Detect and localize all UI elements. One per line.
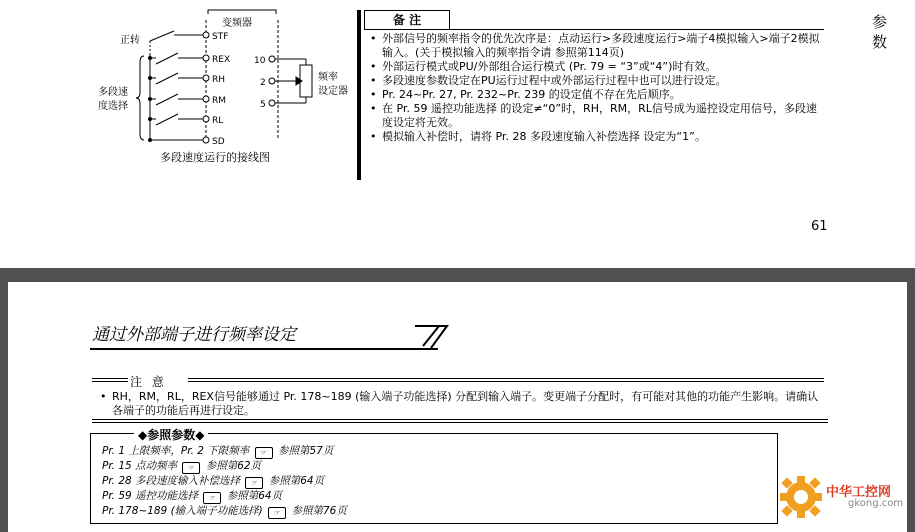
- side-tab: [872, 12, 887, 52]
- terminal-stf: STF: [212, 32, 229, 42]
- gear-icon: [778, 474, 824, 520]
- caution-text: RH，RM，RL，REX信号能够通过 Pr. 178~189 (输入端子功能选择) 分配到输入端子。变更端子分配时，有可能对其他的功能产生影响。请确认各端子的功能后再进行设定。: [112, 390, 819, 417]
- caution-rule-right: [188, 378, 824, 379]
- reference-param: Pr. 28 多段速度输入补偿选择: [102, 475, 241, 487]
- remarks-vertical-bar: [357, 10, 361, 180]
- pointing-hand-icon: ☞: [203, 492, 221, 504]
- reference-list: [102, 444, 347, 519]
- section-underline: [90, 348, 438, 350]
- reference-item[interactable]: [102, 474, 347, 489]
- side-tab-char: 参: [872, 13, 888, 31]
- reference-item[interactable]: [102, 444, 347, 459]
- caution-text-row: [100, 390, 828, 418]
- remarks-item: • Pr. 24~Pr. 27, Pr. 232~Pr. 239 的设定值不存在先后顺序。: [368, 88, 824, 102]
- reference-item[interactable]: [102, 459, 347, 474]
- diagram-caption: 多段速度运行的接线图: [160, 151, 270, 164]
- caution-rule-left: [92, 378, 128, 379]
- remarks-item: • 多段速度参数设定在PU运行过程中或外部运行过程中也可以进行设定。: [368, 74, 824, 88]
- reference-page: 参照第64页: [226, 490, 283, 502]
- wiring-diagram: [90, 8, 360, 168]
- caution-bullet: •: [100, 390, 107, 403]
- junction-dot: [148, 97, 152, 101]
- page-bottom: [8, 282, 907, 532]
- junction-dot: [148, 117, 152, 121]
- terminal-rl: RL: [212, 116, 224, 126]
- side-tab-char: 数: [872, 33, 888, 51]
- reference-page: 参照第64页: [268, 475, 325, 487]
- reference-page: 参照第57页: [277, 445, 334, 457]
- reference-title: ◆参照参数◆: [134, 426, 208, 443]
- reference-param: Pr. 1 上限频率，Pr. 2 下限频率: [102, 445, 250, 457]
- remarks-title: 备 注: [364, 10, 450, 30]
- terminal-2: 2: [260, 78, 266, 88]
- pointing-hand-icon: ☞: [255, 447, 273, 459]
- terminal-rex: REX: [212, 55, 231, 65]
- remarks-item: • 在 Pr. 59 遥控功能选择 的设定≠“0”时，RH，RM，RL信号成为遥控设定用信号，多段速度设定将无效。: [368, 102, 824, 130]
- pot-label-1: 频率: [318, 72, 338, 83]
- reference-page: 参照第62页: [205, 460, 262, 472]
- right-terminals: [269, 56, 275, 106]
- pointing-hand-icon: ☞: [245, 477, 263, 489]
- pointing-hand-icon: ☞: [268, 507, 286, 519]
- junction-dot: [148, 76, 152, 80]
- caution-bottom-rule: [92, 419, 828, 420]
- reference-param: Pr. 15 点动频率: [102, 460, 178, 472]
- reference-page: 参照第76页: [291, 505, 347, 517]
- junction-dot: [148, 138, 152, 142]
- remarks-item: • 模拟输入补偿时，请将 Pr. 28 多段速度输入补偿选择 设定为“1”。: [368, 130, 824, 144]
- page-border-right: [907, 268, 915, 532]
- pot-label-2: 设定器: [318, 86, 348, 97]
- remarks-item: • 外部信号的频率指令的优先次序是：点动运行>多段速度运行>端子4模拟输入>端子2模拟输入。(关于模拟输入的频率指令请 参照第114页): [368, 32, 824, 60]
- terminal-10: 10: [254, 56, 266, 66]
- watermark-url: gkong.com: [848, 498, 904, 509]
- watermark-brand: 中华工控网: [826, 485, 892, 500]
- remarks-item: • 外部运行模式或PU/外部组合运行模式 (Pr. 79 = “3”或“4”)时有效。: [368, 60, 824, 74]
- terminal-rh: RH: [212, 75, 226, 85]
- terminal-5: 5: [260, 100, 266, 110]
- remarks-rule: [364, 29, 824, 30]
- reference-item[interactable]: [102, 489, 347, 504]
- remarks-list: [368, 32, 824, 144]
- caution-title: 注 意: [130, 375, 167, 389]
- reference-param: Pr. 178~189 (输入端子功能选择): [102, 505, 263, 517]
- reference-item[interactable]: [102, 504, 347, 519]
- multispeed-label-1: 多段速: [98, 87, 128, 98]
- switch-contacts: [136, 31, 203, 140]
- inverter-bracket: [208, 10, 276, 14]
- multispeed-label-2: 度选择: [98, 101, 128, 112]
- reference-param: Pr. 59 遥控功能选择: [102, 490, 199, 502]
- pointing-hand-icon: ☞: [182, 462, 200, 474]
- page-separator: [0, 268, 915, 282]
- terminal-rm: RM: [212, 96, 227, 106]
- page-number: 61: [811, 219, 828, 234]
- potentiometer: [275, 59, 312, 103]
- forward-label: 正转: [120, 35, 140, 46]
- junction-dot: [148, 56, 152, 60]
- inverter-label: 变频器: [222, 18, 252, 29]
- page-border-left: [0, 268, 8, 532]
- section-title-ornament: [413, 322, 449, 352]
- terminal-sd: SD: [212, 137, 225, 147]
- section-title: 通过外部端子进行频率设定: [92, 325, 296, 345]
